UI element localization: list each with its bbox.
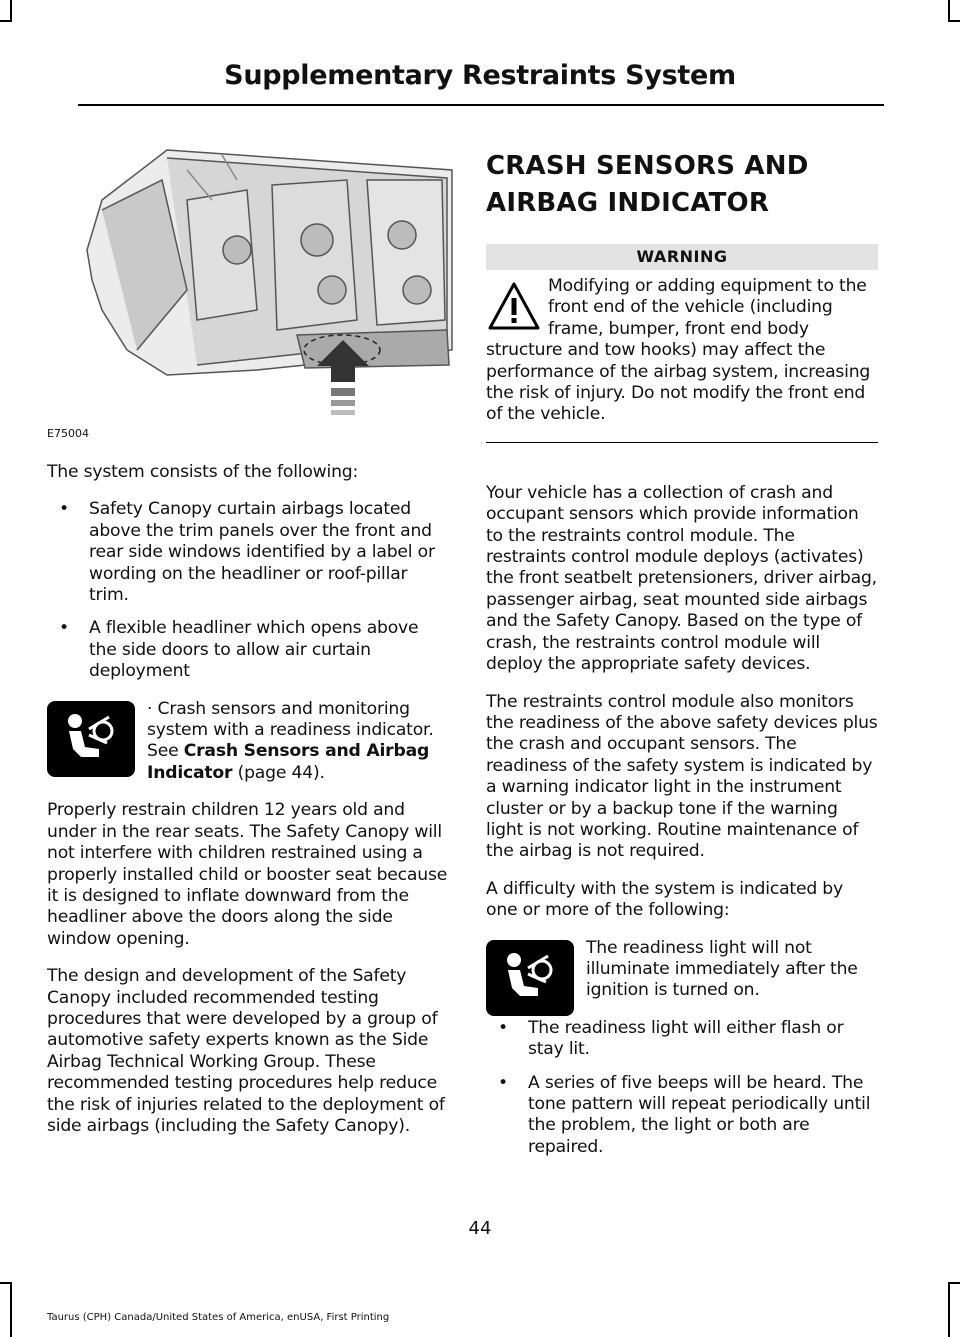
crash-sensors-link[interactable]: Crash Sensors and Airbag Indicator (147, 741, 430, 783)
intro-text: The system consists of the following: (47, 462, 359, 482)
crop-mark-bl-v (10, 1282, 12, 1337)
figure-id: E75004 (47, 427, 89, 440)
section-heading-line2: AIRBAG INDICATOR (486, 188, 770, 218)
crop-mark-tr-v (948, 0, 950, 22)
warning-label: WARNING (486, 244, 878, 270)
airbag-warning-icon (47, 701, 135, 777)
bullet: • (59, 499, 69, 520)
header-rule (78, 104, 884, 106)
airbag-readiness-icon (486, 940, 574, 1016)
sensor-note (47, 699, 449, 801)
crop-mark-tr-h (948, 20, 960, 22)
vehicle-illustration (47, 140, 457, 440)
list-item-text: A series of five beeps will be heard. The tone pattern will repeat periodically until the problem, the light or both are repaired. (528, 1072, 871, 1157)
list-item-text: The readiness light will either flash or stay lit. (528, 1017, 844, 1060)
sensor-note-post: (page 44). (232, 762, 325, 783)
sensor-note-pre: · Crash sensors and monitoring system with a readiness indicator. See (147, 698, 434, 762)
crop-mark-br-h (948, 1282, 960, 1284)
warning-box (486, 244, 878, 443)
warning-text: Modifying or adding equipment to the front end of the vehicle (including frame, bumper, front end body structure and tow hooks) may affect the performance of the airbag system, increasing the risk of injury. Do not modify the front end of the vehicle. (486, 276, 871, 425)
page-number: 44 (468, 1218, 492, 1239)
list-item (47, 499, 449, 606)
section-heading (486, 148, 878, 222)
crop-mark-br-v (948, 1282, 950, 1337)
section-heading-line1: CRASH SENSORS AND (486, 151, 809, 181)
list-item-text: Safety Canopy curtain airbags located above the trim panels over the front and rear side windows identified by a label or wording on the headliner or roof-pillar trim. (89, 499, 435, 606)
bullet: • (59, 618, 69, 639)
footer-text: Taurus (CPH) Canada/United States of America, enUSA, First Printing (47, 1312, 390, 1323)
bullet: • (498, 1072, 508, 1093)
readiness-note-text: The readiness light will not illuminate immediately after the ignition is turned on. (586, 937, 858, 1001)
list-item (47, 618, 449, 682)
warning-triangle-icon (486, 278, 542, 334)
children-restraint-text: Properly restrain children 12 years old and under in the rear seats. The Safety Canopy will not interfere with children restrained using a properly installed child or booster seat because it is designed to inflate downward from the headliner above the doors along the side window opening. (47, 800, 448, 949)
crop-mark-tl-v (10, 0, 12, 22)
design-development-text: The design and development of the Safety Canopy included recommended testing procedures that were developed by a group of automotive safety experts known as the Side Airbag Technical Working Group. These recommended testing procedures help reduce the risk of injuries related to the deployment of side airbags (including the Safety Canopy). (47, 966, 445, 1136)
vehicle-figure (47, 140, 457, 440)
readiness-note (486, 938, 878, 1018)
symptom-list (486, 1018, 878, 1158)
sensors-overview-text: Your vehicle has a collection of crash and occupant sensors which provide information to the restraints control module. The restraints control module deploys (activates) the front seatbelt pretensioners, driver airbag, passenger airbag, seat mounted side airbags and the Safety Canopy. Based on the type of crash, the restraints control module will deploy the appropriate safety devices. (486, 482, 877, 675)
page-header-title: Supplementary Restraints System (224, 60, 736, 91)
bullet: • (498, 1017, 508, 1038)
crop-mark-tl-h (0, 20, 12, 22)
crop-mark-bl-h (0, 1282, 12, 1284)
left-column (47, 140, 449, 1153)
monitoring-text: The restraints control module also monitors the readiness of the above safety devices plus the crash and occupant sensors. The readiness of the safety system is indicated by a warning indicator light in the instrument cluster or by a backup tone if the warning light is not working. Routine maintenance of the airbag is not required. (486, 691, 878, 862)
list-item (486, 1018, 878, 1061)
list-item (486, 1073, 878, 1159)
component-list (47, 499, 449, 682)
difficulty-intro-text: A difficulty with the system is indicated by one or more of the following: (486, 878, 843, 921)
right-column (486, 148, 878, 1174)
list-item-text: A flexible headliner which opens above the side doors to allow air curtain deployment (89, 618, 419, 682)
